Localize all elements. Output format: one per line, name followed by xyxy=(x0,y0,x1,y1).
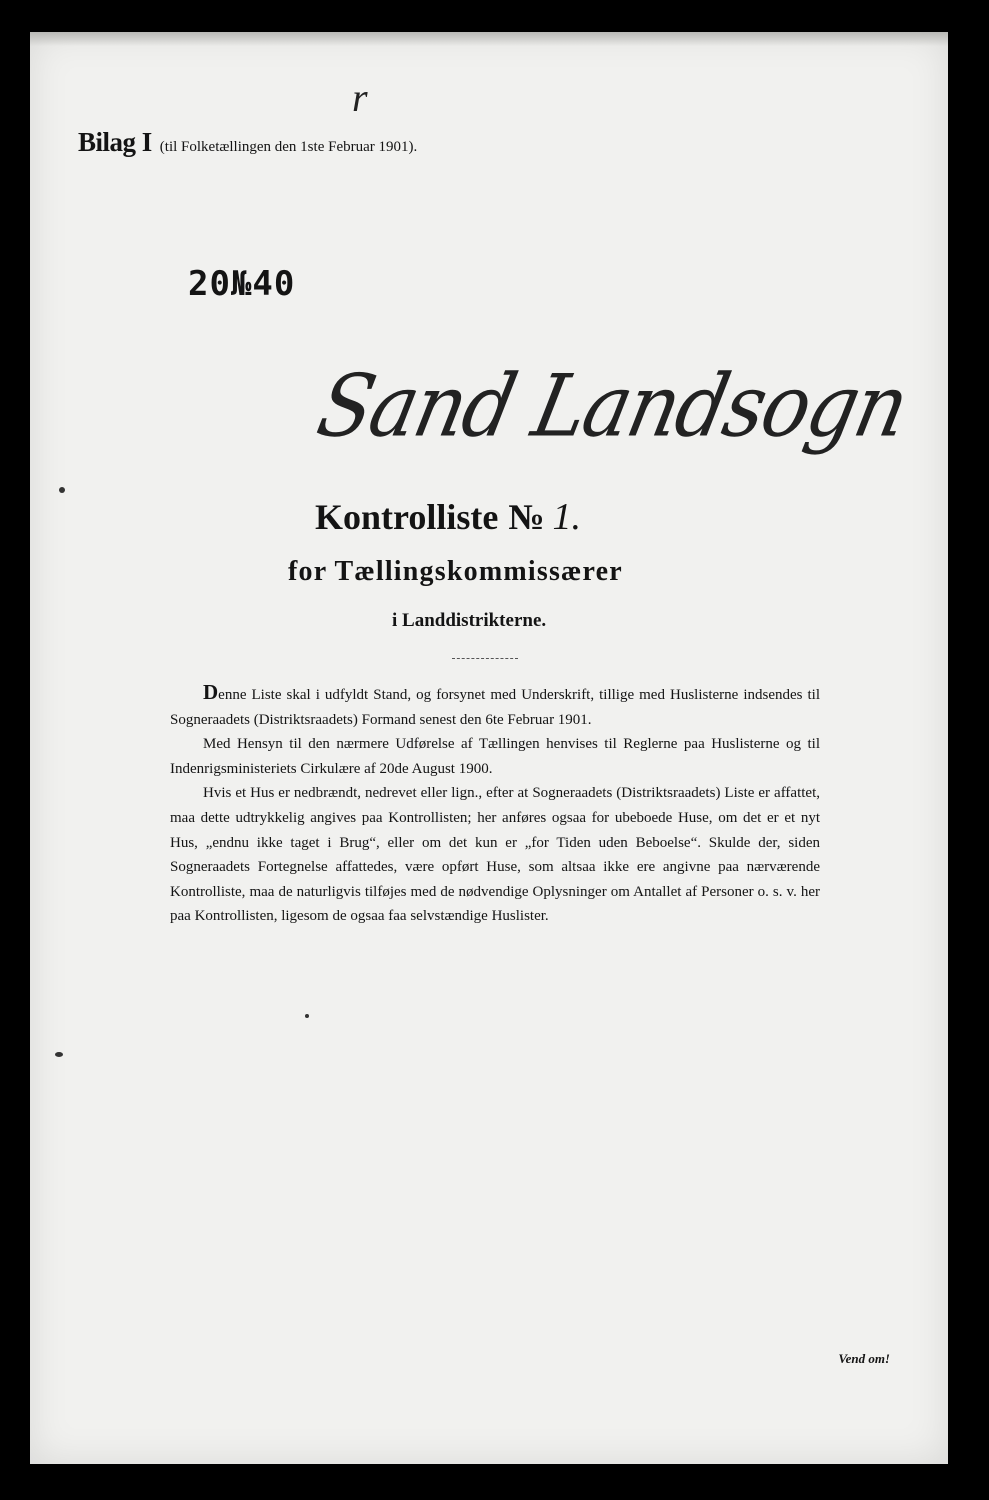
margin-speck xyxy=(59,487,65,493)
handwritten-parish-name: Sand Landsogn xyxy=(309,357,916,457)
appendix-header xyxy=(78,127,417,158)
stamped-number: 20№40 xyxy=(188,264,296,304)
document-title xyxy=(315,495,581,539)
paragraph-3: Hvis et Hus er nedbrændt, nedrevet eller lign., efter at Sogneraadets (Distriktsraadets) Liste er affattet, maa dette udtrykkelig angives paa Kontrollisten; her anføres ogsaa for ubeboede Huse, om det er et nyt Hus, „endnu ikke taget i Brug“, eller om det kun er „for Tiden uden Beboelse“. Skulde der, siden Sogneraadets Fortegnelse affattedes, være opført Huse, som altsaa ikke ere angivne paa nærværende Kontrolliste, maa de naturligvis tilføjes med de nødvendige Oplysninger om Antallet af Personer o. s. v. her paa Kontrollisten, ligesom de ogsaa faa selvstændige Huslister. xyxy=(170,785,820,925)
subtitle-line-2: i Landdistrikterne. xyxy=(392,610,547,631)
paragraph-1-text: enne Liste skal i udfyldt Stand, og forsynet med Underskrift, tillige med Huslisterne indsendes til Sogneraadets (Distriktsraadets) Formand senest den 6te Februar 1901. xyxy=(170,687,820,728)
appendix-label: Bilag I xyxy=(78,127,152,157)
title-text: Kontrolliste xyxy=(315,497,499,537)
drop-cap: D xyxy=(203,680,219,704)
divider xyxy=(452,658,518,659)
instructions-body xyxy=(170,680,820,929)
subtitle-line-1: for Tællingskommissærer xyxy=(288,556,623,587)
handwritten-mark: r xyxy=(352,75,368,120)
handwritten-list-number: 1. xyxy=(552,496,582,538)
margin-speck xyxy=(55,1052,63,1057)
paragraph-1 xyxy=(170,680,820,732)
appendix-subtitle: (til Folketællingen den 1ste Februar 1901). xyxy=(159,139,418,155)
turn-over-note: Vend om! xyxy=(838,1351,890,1366)
margin-speck xyxy=(305,1014,309,1018)
number-sign: № xyxy=(508,497,545,537)
document-page xyxy=(30,32,948,1464)
paragraph-2: Med Hensyn til den nærmere Udførelse af Tællingen henvises til Reglerne paa Huslisterne og til Indenrigsministeriets Cirkulære af 20de August 1900. xyxy=(170,736,820,777)
page-edge-shadow xyxy=(30,32,948,46)
